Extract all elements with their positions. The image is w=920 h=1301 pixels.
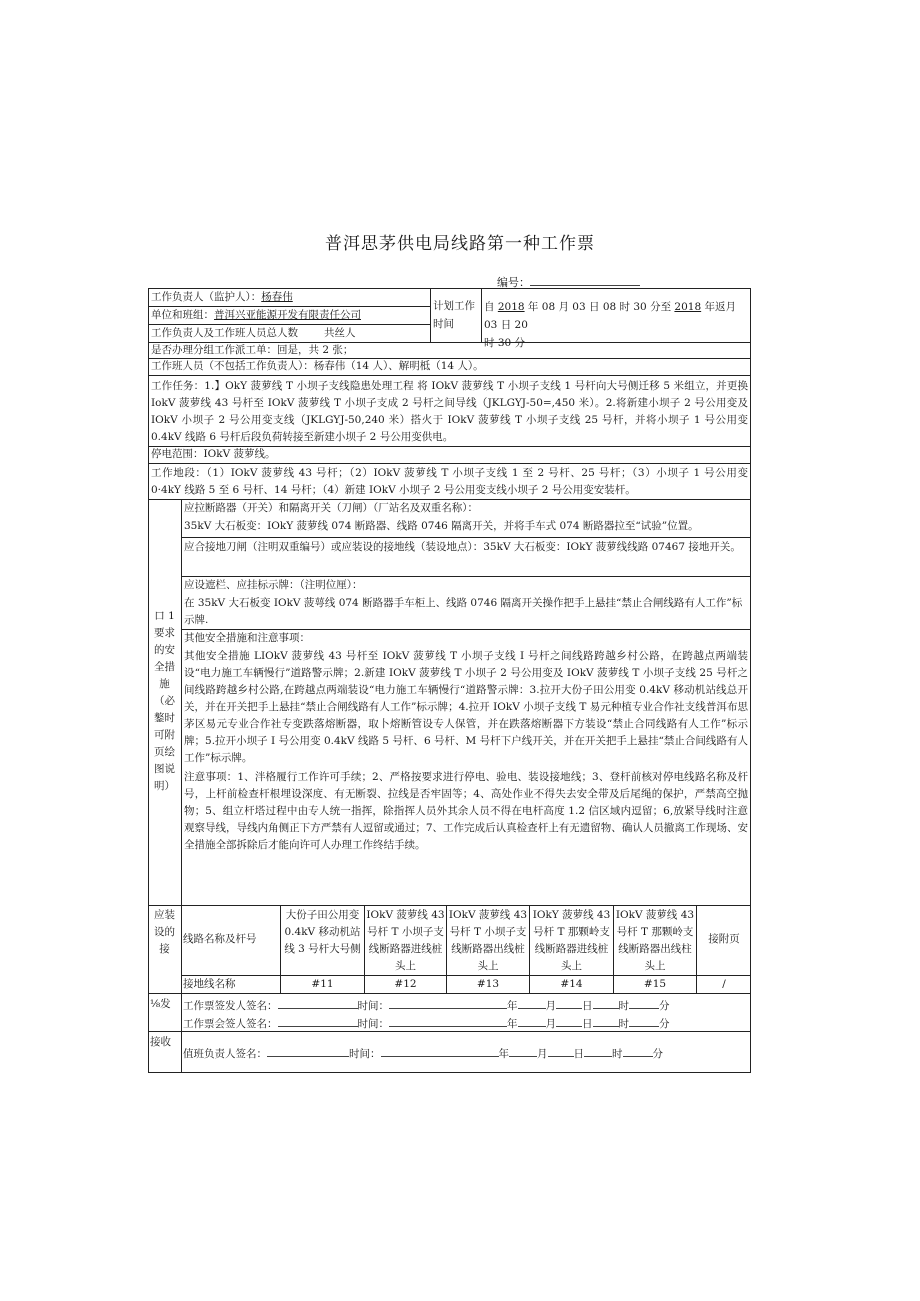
side-char: 页绘 [154, 746, 175, 758]
time-label: 时间： [357, 1000, 389, 1012]
plan-mid-2: 年返月 03 日 20 [484, 301, 736, 331]
time-label: 时间： [349, 1048, 381, 1060]
serial-label: 编号： [497, 276, 530, 289]
day-label: 日 [582, 1000, 593, 1012]
issue-side-label: ⅛发 [150, 998, 171, 1010]
ground-code-14: #14 [560, 978, 583, 990]
hour-field[interactable] [584, 1044, 612, 1057]
other-title: 其他安全措施和注意事项： [184, 632, 310, 644]
side-char: 可附 [154, 729, 175, 741]
side-char: 施 [159, 678, 170, 690]
leader-line [151, 289, 429, 306]
hour-label: 时 [618, 1000, 629, 1012]
day-label: 日 [582, 1018, 593, 1030]
plan-mid-1: 年 08 月 03 日 08 时 30 分至 [527, 301, 672, 313]
duty-signature-field[interactable] [267, 1044, 349, 1057]
crew: 工作班人员（不包括工作负责人）：杨春伟（14 人）、解明柢（14 人）。 [151, 360, 484, 372]
year-label: 年 [498, 1048, 509, 1060]
count-label: 工作负责人及工作班人员总人数 [151, 327, 298, 339]
leader-label: 工作负责人（监护人）： [151, 291, 262, 303]
issuer-signature-row [183, 996, 749, 1015]
issuer-label: 工作票签发人签名： [183, 1000, 278, 1012]
side-char: 全措 [154, 661, 175, 673]
grounding-side-label [148, 907, 181, 958]
outage-range: 停电范围：IOkV 菠萝线。 [151, 448, 276, 460]
side-char: （必 [154, 695, 175, 707]
year-field[interactable] [381, 1044, 499, 1057]
ground-line-4: IOkY 菠萝线 43 号杆 T 那颗岭支线断路器进线桩头上 [532, 909, 611, 972]
side-char: 设的 [154, 926, 175, 938]
unit-value: 普洱兴亚能源开发有限责任公司 [214, 309, 361, 321]
attach-page-label: 接附页 [708, 933, 740, 945]
side-char: 要求 [154, 627, 175, 639]
ground-code-11: #11 [311, 978, 334, 990]
day-label: 日 [573, 1048, 584, 1060]
day-field[interactable] [556, 996, 582, 1009]
year-label: 年 [507, 1018, 518, 1030]
minute-field[interactable] [629, 1014, 659, 1027]
ground-line-3: IOkV 菠萝线 43 号杆 T 小坝子支线断路器出线桩头上 [448, 909, 528, 972]
signs-title: 应设遮栏、应挂标示牌：（注明位厘）： [184, 579, 363, 591]
serial-blank[interactable] [530, 275, 640, 286]
cosign-label: 工作票会签人签名： [183, 1018, 278, 1030]
plan-time-label: 计划工作时间 [433, 300, 475, 330]
month-field[interactable] [509, 1044, 537, 1057]
day-field[interactable] [556, 1014, 582, 1027]
count-line [151, 325, 429, 342]
hour-field[interactable] [593, 1014, 619, 1027]
line-name-header: 线路名称及杆号 [183, 933, 257, 945]
year-field[interactable] [389, 996, 507, 1009]
minute-field[interactable] [623, 1044, 653, 1057]
year-label: 年 [507, 1000, 518, 1012]
grounding-measure: 应合接地刀闸（注明双重编号）或应装设的接地线（装设地点）：35kV 大石板变：IOkY 菠萝线线路 07467 接地开关。 [184, 541, 741, 553]
side-char: 明） [154, 780, 175, 792]
ground-code-15: #15 [643, 978, 667, 990]
work-location: 工作地段：（1）IOkV 菠萝线 43 号杆；（2）IOkV 菠萝线 T 小坝子支线 1 至 2 号杆、25 号杆；（3）小坝子 1 号公用变 0·4kY 线路 5 至 6 号杆、14 号杆；（4）新建 IOkV 小坝子 2 号公用变支线小坝子 2 号公用变安装杆。 [151, 467, 748, 496]
year-field[interactable] [389, 1014, 507, 1027]
hour-label: 时 [612, 1048, 623, 1060]
count-value: 共丝人 [324, 327, 356, 339]
plan-end: 时 30 分 [484, 337, 526, 349]
open-switch-body: 35kV 大石板变：IOkY 菠萝线 074 断路器、线路 0746 隔离开关，并将手车式 074 断路器拉至“试验”位置。 [184, 520, 699, 532]
side-char: 的安 [154, 644, 175, 656]
ground-code-12: #12 [394, 978, 417, 990]
cosign-signature-field[interactable] [278, 1014, 358, 1027]
signs-body: 在 35kV 大石板变 IOkV 菠萼线 074 断路器手车柜上、线路 0746 隔离开关操作把手上悬挂“禁止合闸线路有人工作”标示牌. [184, 597, 743, 626]
minute-label: 分 [652, 1048, 663, 1060]
safety-side-label [148, 608, 181, 795]
duty-label: 值班负责人签名： [183, 1048, 267, 1060]
unit-line [151, 307, 429, 324]
day-field[interactable] [548, 1044, 574, 1057]
hour-label: 时 [618, 1018, 629, 1030]
time-label: 时间： [357, 1018, 389, 1030]
ground-line-1: 大份子田公用变 0.4kV 移动机站线 3 号杆大号侧 [284, 909, 361, 955]
month-label: 月 [545, 1000, 556, 1012]
minute-label: 分 [659, 1018, 670, 1030]
month-field[interactable] [518, 1014, 546, 1027]
receive-side-label: 接收 [150, 1036, 171, 1048]
minute-field[interactable] [629, 996, 659, 1009]
plan-year-1: 2018 [497, 301, 525, 313]
issuer-signature-field[interactable] [278, 996, 358, 1009]
ground-line-5: IOkV 菠萝线 43 号杆 T 那颗岭支线断路器出线柱头上 [615, 909, 695, 972]
ground-line-2: IOkV 菠萝线 43 号杆 T 小坝子支线断路器进线桩头上 [366, 909, 445, 972]
side-char: 鏊时 [154, 712, 175, 724]
cautions: 注意事项：1、泮格履行工作许可手续；2、严格按要求进行停电、验电、装设接地线；3、登杆前核对停电线路名称及杆号，上杆前检查杆根埋设深度、有无断裂、拉线是否牢固等；4、高处作业不得失去安全带及后尾绳的保护，严禁高空抛物；5、组立杆塔过程中由专人统一指挥，除指挥人员外其余人员不得在电杆高度 1.2 信区域内逗留；6,放紧导线时注意观察导线，导线内角侧正下方严禁有人逗留或通过；7、工作完成后认真检查杆上有无遗留物、确认人员撤离工作现场、安全措施全部拆除后才能向许可人办理工作终结手续。 [184, 771, 748, 851]
attach-page-value: / [722, 978, 726, 990]
side-char: 图说 [154, 763, 175, 775]
other-measures: 其他安全措施 LIOkV 菠萝线 43 号杆至 IOkV 菠萝线 T 小坝子支线 I 号杆之间线路跨越乡村公路，在跨越点两端装设“电力施工车辆慢行”道路警示牌；2.新建 IOkV 菠萝线 T 小坝子 2 号公用变及 IOkV 菠萝线 T 小坝子支线 25 号杆之间线路跨越乡村公路,在跨越点两端装设“电力施工车辆慢行“道路警示牌：3.拉开大份子田公用变 0.4kV 移动机站线总开关，并在开关把手上悬挂“禁止合闸线路有人工作”标示牌；4.拉开 IOkV 小坝子支线 T 易元种植专业合作社支线普洱布思茅区易元专业合作社专变跌落熔断器，取卜熔断管设专人保管，并在跌落熔断器下方装设“禁止合同线路有人工作”标示牌；5.拉开小坝子 I 号公用变 0.4kV 线路 5 号杆、6 号杆、M 号杆下户线开关，并在开关把手上悬挂“禁止合间线路有人工作”标示牌。 [184, 650, 748, 764]
hour-field[interactable] [593, 996, 619, 1009]
leader-value: 杨春伟 [261, 291, 293, 303]
work-task: 工作任务：1.】OkY 菠萝线 T 小坝子支线隐患处理工程 将 IOkV 菠萝线 T 小坝子支线 1 号杆向大号侧迁移 5 米组立，并更换 IokV 菠萝线 43 号杆至 IOkV 菠萝线 T 小坝子支成 2 号杆之间导线（JKLGYJ-50=,450 米）。2.将新建小坝子 2 号公用变及 IOkV 小坝子 2 号公用变支线（JKLGYJ-50,240 米）搭火于 IOkV 菠萝线 T 小坝子支线 25 号杆，并将小坝子 1 号公用变 0.4kV 线路 6 号杆后段负荷转接至新建小坝子 2 号公用变供电。 [151, 380, 748, 443]
side-char: 口 1 [154, 610, 175, 622]
plan-from: 自 [484, 301, 495, 313]
minute-label: 分 [659, 1000, 670, 1012]
month-field[interactable] [518, 996, 546, 1009]
month-label: 月 [545, 1018, 556, 1030]
duty-signature-row [183, 1044, 749, 1063]
ground-wire-name-header: 接地线名称 [183, 978, 236, 990]
side-char: 应装 [154, 909, 175, 921]
month-label: 月 [537, 1048, 548, 1060]
plan-year-2: 2018 [674, 301, 702, 313]
ground-code-13: #13 [476, 978, 500, 990]
open-switch-title: 应拉断路器（开关）和隔离开关（刀闸）（厂站名及双重名称）： [184, 502, 478, 514]
document-title: 普洱思茅供电局线路第一种工作票 [325, 234, 595, 254]
group-tickets: 是否办理分组工作派工单：回是，共 2 张； [151, 344, 354, 356]
side-char: 接 [159, 943, 170, 955]
unit-label: 单位和班组： [151, 309, 214, 321]
